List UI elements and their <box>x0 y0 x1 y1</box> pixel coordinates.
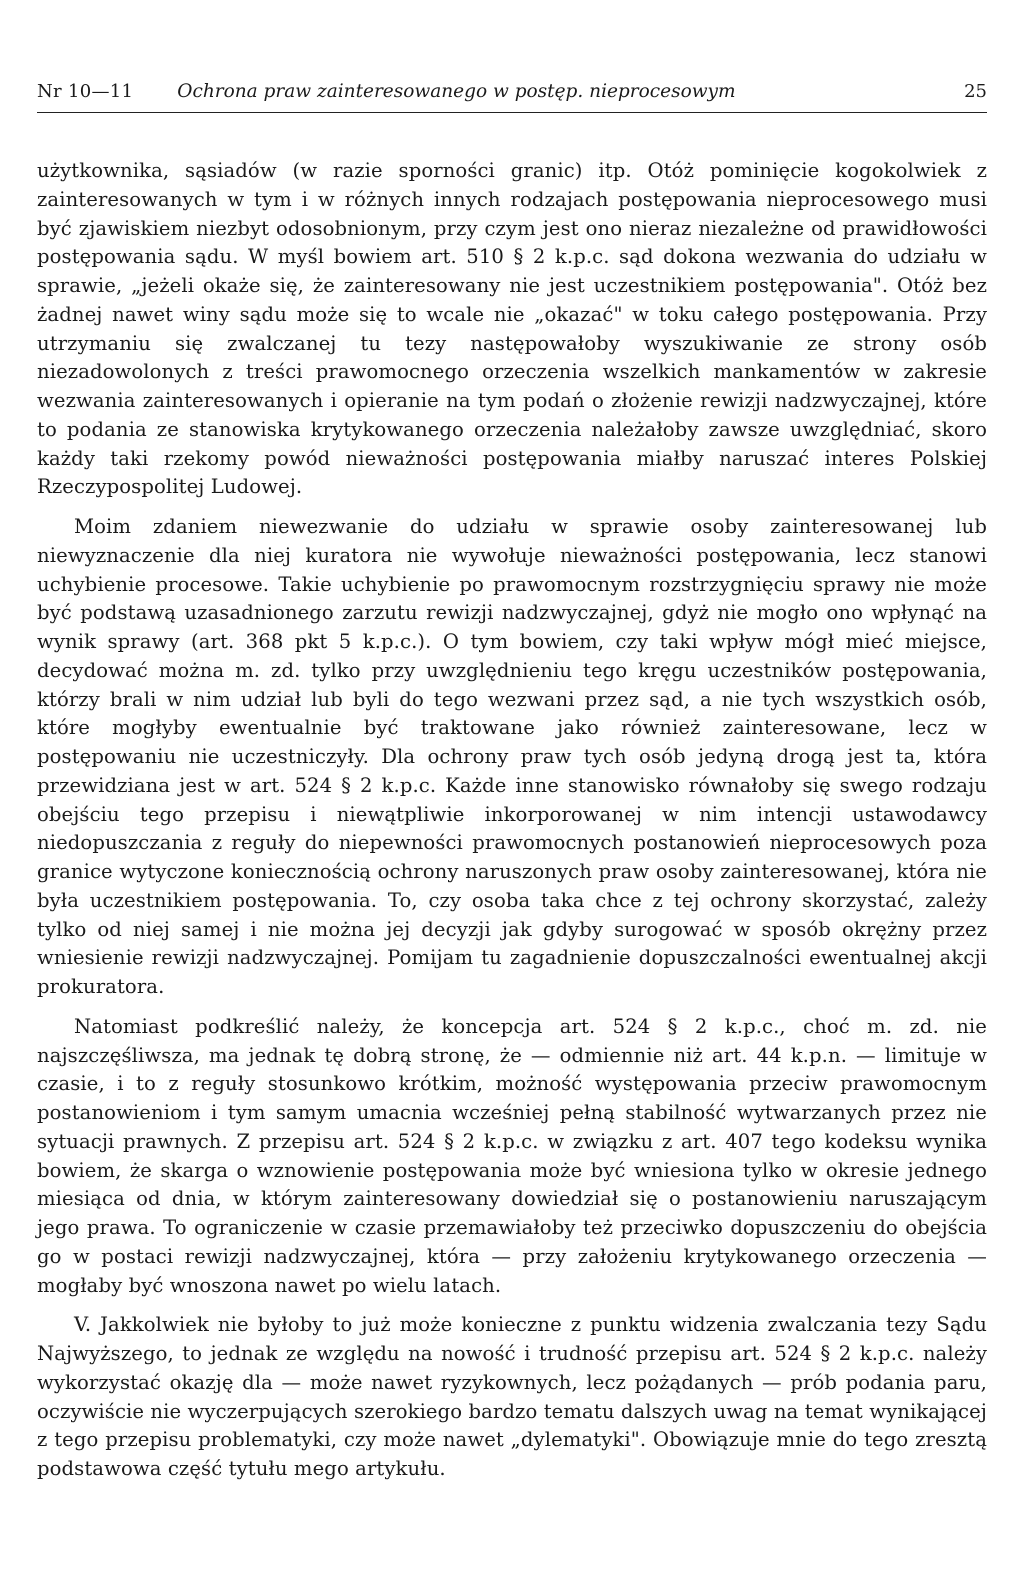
paragraph: Natomiast podkreślić należy, że koncepcja art. 524 § 2 k.p.c., choć m. zd. nie najszczęśliwsza, ma jednak tę dobrą stronę, że — odmiennie niż art. 44 k.p.n. — limituje w czasie, i to z reguły stosunkowo krótkim, możność występowania przeciw prawomocnym postanowieniom i tym samym umacnia wcześniej pełną stabilność wytwarzanych przez nie sytuacji prawnych. Z przepisu art. 524 § 2 k.p.c. w związku z art. 407 tego kodeksu wynika bowiem, że skarga o wznowienie postępowania może być wniesiona tylko w okresie jednego miesiąca od dnia, w którym zainteresowany dowiedział się o postanowieniu naruszającym jego prawa. To ograniczenie w czasie przemawiałoby też przeciwko dopuszczeniu do obejścia go w postaci rewizji nadzwyczajnej, która — przy założeniu krytykowanego orzeczenia — mogłaby być wnoszona nawet po wielu latach. <box>37 1014 987 1297</box>
paragraph: Moim zdaniem niewezwanie do udziału w sprawie osoby zainteresowanej lub niewyznaczenie dla niej kuratora nie wywołuje nieważności postępowania, lecz stanowi uchybienie procesowe. Takie uchybienie po prawomocnym rozstrzygnięciu sprawy nie może być podstawą uzasadnionego zarzutu rewizji nadzwyczajnej, gdyż nie mogło ono wpłynąć na wynik sprawy (art. 368 pkt 5 k.p.c.). O tym bowiem, czy taki wpływ mógł mieć miejsce, decydować można m. zd. tylko przy uwzględnieniu tego kręgu uczestników postępowania, którzy brali w nim udział lub byli do tego wezwani przez sąd, a nie tych wszystkich osób, które mogłyby ewentualnie być traktowane jako również zainteresowane, lecz w postępowaniu nie uczestniczyły. Dla ochrony praw tych osób jedyną drogą jest ta, która przewidziana jest w art. 524 § 2 k.p.c. Każde inne stanowisko równałoby się swego rodzaju obejściu tego przepisu i niewątpliwie inkorporowanej w nim intencji ustawodawcy niedopuszczania z reguły do niepewności prawomocnych postanowień nieprocesowych poza granice wytyczone koniecznością ochrony naruszonych praw osoby zainteresowanej, która nie była uczestnikiem postępowania. To, czy osoba taka chce z tej ochrony skorzystać, zależy tylko od niej samej i nie można jej decyzji jak gdyby surogować w sposób okrężny przez wniesienie rewizji nadzwyczajnej. Pomijam tu zagadnienie dopuszczalności ewentualnej akcji prokuratora. <box>37 515 987 998</box>
issue-number: Nr 10—11 <box>37 81 134 102</box>
article-body <box>37 157 987 1484</box>
section-paragraph: V. Jakkolwiek nie byłoby to już może konieczne z punktu widzenia zwalczania tezy Sądu Najwyższego, to jednak ze względu na nowość i trudność przepisu art. 524 § 2 k.p.c. należy wykorzystać okazję dla — może nawet ryzykownych, lecz pożądanych — prób podania paru, oczywiście nie wyczerpujących szerokiego bardzo tematu dalszych uwag na temat wynikającej z tego przepisu problematyki, czy może nawet „dylematyki". Obowiązuje mnie do tego zresztą podstawowa część tytułu mego artykułu. <box>37 1313 987 1480</box>
page-number: 25 <box>964 81 987 102</box>
paragraph-continuation: użytkownika, sąsiadów (w razie sporności granic) itp. Otóż pominięcie kogokolwiek z zainteresowanych w tym i w różnych innych rodzajach postępowania nieprocesowego musi być zjawiskiem niezbyt odosobnionym, przy czym jest ono nieraz niezależne od prawidłowości postępowania sądu. W myśl bowiem art. 510 § 2 k.p.c. sąd dokona wezwania do udziału w sprawie, „jeżeli okaże się, że zainteresowany nie jest uczestnikiem postępowania". Otóż bez żadnej nawet winy sądu może się to wcale nie „okazać" w toku całego postępowania. Przy utrzymaniu się zwalczanej tu tezy następowałoby wyszukiwanie ze strony osób niezadowolonych z treści prawomocnego orzeczenia wszelkich mankamentów w zakresie wezwania zainteresowanych i opieranie na tym podań o złożenie rewizji nadzwyczajnej, które to podania ze stanowiska krytykowanego orzeczenia należałoby zawsze uwzględniać, skoro każdy taki rzekomy powód nieważności postępowania miałby naruszać interes Polskiej Rzeczypospolitej Ludowej. <box>37 159 987 499</box>
running-title: Ochrona praw zainteresowanego w postęp. nieprocesowym <box>177 81 736 102</box>
document-page <box>37 80 987 1484</box>
page-header <box>37 80 987 113</box>
